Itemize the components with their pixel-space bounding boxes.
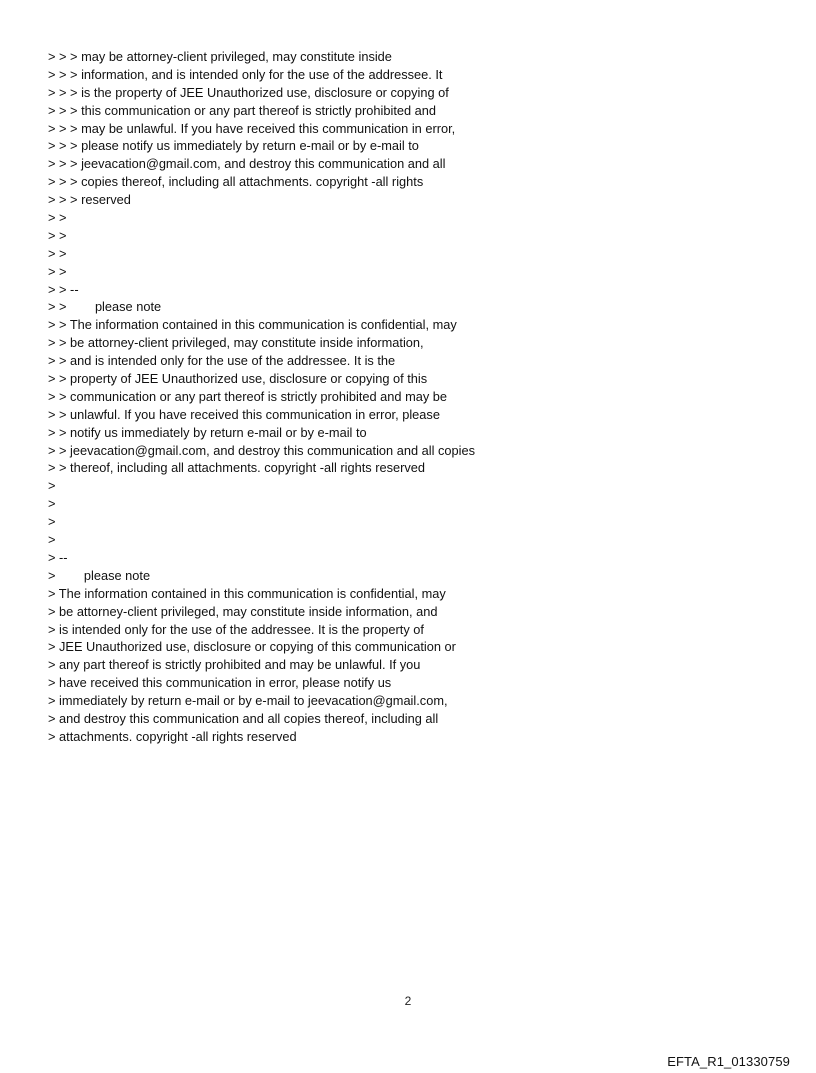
- email-line: >: [48, 514, 56, 530]
- email-line: > >: [48, 227, 67, 243]
- email-line: >: [48, 478, 56, 494]
- email-line: > have received this communication in error, please notify us: [48, 675, 392, 691]
- email-line: > > please note: [48, 299, 162, 315]
- email-line: > --: [48, 549, 68, 565]
- email-line: > > > this communication or any part thereof is strictly prohibited and: [48, 102, 437, 118]
- email-line: > >: [48, 245, 67, 261]
- email-line: > please note: [48, 567, 151, 583]
- document-id: EFTA_R1_01330759: [667, 1054, 790, 1069]
- email-line: > > > information, and is intended only for the use of the addressee. It: [48, 66, 443, 82]
- email-line: > > unlawful. If you have received this communication in error, please: [48, 406, 440, 422]
- email-line: > The information contained in this communication is confidential, may: [48, 585, 446, 601]
- email-line: > > > may be attorney-client privileged, may constitute inside: [48, 49, 392, 64]
- email-line: > > > is the property of JEE Unauthorized use, disclosure or copying of: [48, 84, 449, 100]
- email-line: > > property of JEE Unauthorized use, disclosure or copying of this: [48, 371, 428, 387]
- email-line: > any part thereof is strictly prohibited and may be unlawful. If you: [48, 657, 421, 673]
- email-line: > is intended only for the use of the addressee. It is the property of: [48, 621, 424, 637]
- email-line: > and destroy this communication and all copies thereof, including all: [48, 710, 439, 726]
- page-number: 2: [404, 994, 412, 1008]
- email-line: > > The information contained in this communication is confidential, may: [48, 317, 457, 333]
- email-line: > immediately by return e-mail or by e-mail to jeevacation@gmail.com,: [48, 693, 448, 709]
- email-line: > > > copies thereof, including all attachments. copyright -all rights: [48, 174, 424, 190]
- email-line: > be attorney-client privileged, may constitute inside information, and: [48, 603, 438, 619]
- email-line: > > jeevacation@gmail.com, and destroy this communication and all copies: [48, 442, 475, 458]
- email-line: > JEE Unauthorized use, disclosure or copying of this communication or: [48, 639, 456, 655]
- email-line: > > --: [48, 281, 79, 297]
- email-line: > attachments. copyright -all rights reserved: [48, 728, 297, 744]
- email-line: > > be attorney-client privileged, may constitute inside information,: [48, 335, 424, 351]
- email-line: > > and is intended only for the use of the addressee. It is the: [48, 353, 396, 369]
- email-quoted-body: [48, 48, 768, 746]
- email-line: >: [48, 496, 56, 512]
- email-line: > > > may be unlawful. If you have received this communication in error,: [48, 120, 456, 136]
- email-line: > >: [48, 210, 67, 226]
- email-line: > > notify us immediately by return e-mail or by e-mail to: [48, 424, 367, 440]
- email-line: > > communication or any part thereof is strictly prohibited and may be: [48, 388, 448, 404]
- email-line: > > thereof, including all attachments. copyright -all rights reserved: [48, 460, 425, 476]
- email-line: > > > reserved: [48, 192, 131, 208]
- email-line: > > > please notify us immediately by return e-mail or by e-mail to: [48, 138, 419, 154]
- email-line: >: [48, 532, 56, 548]
- email-line: > > > jeevacation@gmail.com, and destroy this communication and all: [48, 156, 446, 172]
- email-line: > >: [48, 263, 67, 279]
